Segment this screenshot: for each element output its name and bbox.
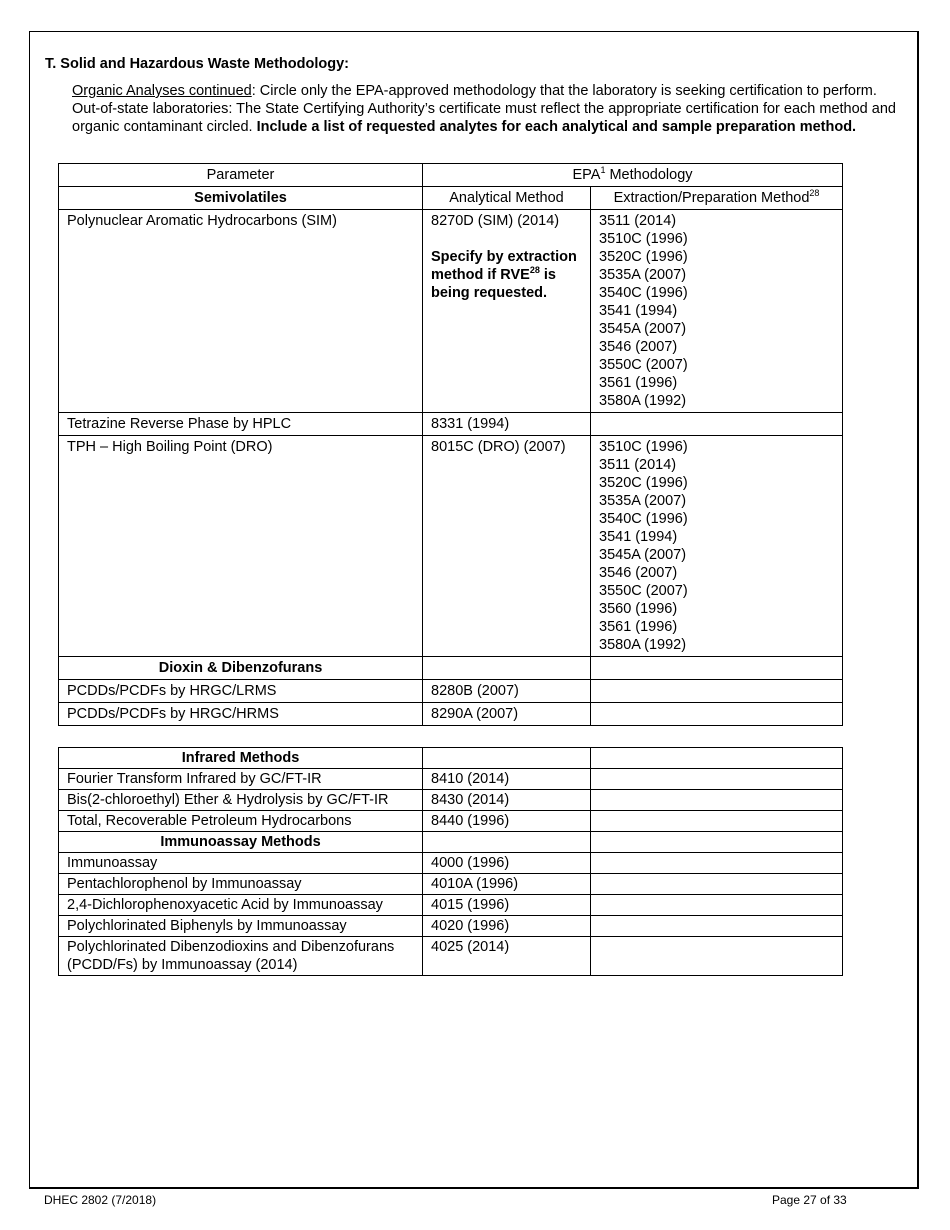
- table-row: [59, 874, 843, 895]
- method-cell[interactable]: 8430 (2014): [423, 790, 591, 811]
- table-row: [59, 811, 843, 832]
- extraction-cell: [591, 413, 843, 436]
- parameter-cell: Polychlorinated Dibenzodioxins and Dibenzofurans (PCDD/Fs) by Immunoassay (2014): [59, 937, 423, 976]
- table-row: [59, 436, 843, 657]
- extraction-cell: [591, 769, 843, 790]
- parameter-cell: Bis(2-chloroethyl) Ether & Hydrolysis by GC/FT-IR: [59, 790, 423, 811]
- parameter-cell: Pentachlorophenol by Immunoassay: [59, 874, 423, 895]
- parameter-cell: Immunoassay: [59, 853, 423, 874]
- parameter-header: Parameter: [59, 164, 423, 187]
- table-row: [59, 790, 843, 811]
- method-cell[interactable]: 8280B (2007): [423, 680, 591, 703]
- extraction-method[interactable]: 3540C (1996): [599, 511, 688, 527]
- parameter-cell: Tetrazine Reverse Phase by HPLC: [59, 413, 423, 436]
- parameter-cell: PCDDs/PCDFs by HRGC/LRMS: [59, 680, 423, 703]
- extraction-method[interactable]: 3545A (2007): [599, 547, 687, 563]
- table-row: [59, 937, 843, 976]
- extraction-cell: [591, 895, 843, 916]
- method-value: 8270D (SIM) (2014): [431, 213, 560, 229]
- parameter-cell: Total, Recoverable Petroleum Hydrocarbons: [59, 811, 423, 832]
- group-header-row: [59, 748, 843, 769]
- extraction-method[interactable]: 3520C (1996): [599, 249, 688, 265]
- table-row: [59, 853, 843, 874]
- infrared-heading: Infrared Methods: [59, 748, 423, 769]
- extraction-cell: [591, 874, 843, 895]
- extraction-method[interactable]: 3550C (2007): [599, 357, 688, 373]
- extraction-method[interactable]: 3545A (2007): [599, 321, 687, 337]
- extraction-method[interactable]: 3541 (1994): [599, 303, 678, 319]
- dioxin-heading: Dioxin & Dibenzofurans: [59, 657, 423, 680]
- method-cell[interactable]: 4020 (1996): [423, 916, 591, 937]
- extraction-method[interactable]: 3546 (2007): [599, 339, 678, 355]
- extraction-method[interactable]: 3541 (1994): [599, 529, 678, 545]
- analytical-method-header: Analytical Method: [423, 187, 591, 210]
- extraction-method[interactable]: 3561 (1996): [599, 619, 678, 635]
- extraction-method[interactable]: 3580A (1992): [599, 637, 687, 653]
- table-row: [59, 916, 843, 937]
- parameter-cell: Fourier Transform Infrared by GC/FT-IR: [59, 769, 423, 790]
- table-row: [59, 210, 843, 413]
- table-row: [59, 413, 843, 436]
- method-cell[interactable]: 8290A (2007): [423, 703, 591, 726]
- method-cell[interactable]: 8440 (1996): [423, 811, 591, 832]
- semivolatiles-heading: Semivolatiles: [59, 187, 423, 210]
- parameter-cell: PCDDs/PCDFs by HRGC/HRMS: [59, 703, 423, 726]
- immunoassay-heading: Immunoassay Methods: [59, 832, 423, 853]
- intro-lead: Organic Analyses continued: [72, 83, 252, 99]
- method-cell[interactable]: 4010A (1996): [423, 874, 591, 895]
- extraction-method[interactable]: 3550C (2007): [599, 583, 688, 599]
- method-cell[interactable]: 4015 (1996): [423, 895, 591, 916]
- extraction-method[interactable]: 3511 (2014): [599, 213, 677, 229]
- method-cell: [423, 748, 591, 769]
- method-cell: [423, 832, 591, 853]
- extraction-method[interactable]: 3546 (2007): [599, 565, 678, 581]
- extraction-cell: [591, 811, 843, 832]
- extraction-method[interactable]: 3580A (1992): [599, 393, 687, 409]
- extraction-method[interactable]: 3560 (1996): [599, 601, 678, 617]
- method-cell[interactable]: 8331 (1994): [423, 413, 591, 436]
- extraction-cell: [591, 937, 843, 976]
- group-header-row: [59, 832, 843, 853]
- table-header-row: [59, 164, 843, 187]
- intro-bold-text: Include a list of requested analytes for each analytical and sample preparation method.: [256, 119, 857, 135]
- form-number: DHEC 2802 (7/2018): [44, 1193, 157, 1207]
- infrared-immunoassay-table: [58, 747, 843, 976]
- extraction-cell: [591, 853, 843, 874]
- extraction-method[interactable]: 3535A (2007): [599, 493, 687, 509]
- table-row: [59, 680, 843, 703]
- method-cell[interactable]: 4000 (1996): [423, 853, 591, 874]
- method-cell[interactable]: [423, 210, 591, 413]
- method-cell[interactable]: 8410 (2014): [423, 769, 591, 790]
- extraction-cell: [591, 790, 843, 811]
- extraction-method[interactable]: 3561 (1996): [599, 375, 678, 391]
- section-title: T. Solid and Hazardous Waste Methodology:: [45, 56, 349, 72]
- extraction-method[interactable]: 3510C (1996): [599, 439, 688, 455]
- extraction-cell: [591, 916, 843, 937]
- intro-text: : Circle only the EPA-approved methodology that the laboratory is seeking certification to perform. Out-of-state laboratories: The State Certifying Authority’s certificate must reflect the appropriate certification for each method and organic contaminant circled.: [72, 83, 896, 135]
- extraction-method[interactable]: 3540C (1996): [599, 285, 688, 301]
- extraction-cell: [591, 680, 843, 703]
- extraction-method[interactable]: 3510C (1996): [599, 231, 688, 247]
- page-number: Page 27 of 33: [772, 1193, 847, 1207]
- method-cell[interactable]: 8015C (DRO) (2007): [423, 436, 591, 657]
- intro-paragraph: [72, 82, 902, 136]
- extraction-cell: [591, 832, 843, 853]
- extraction-cell: [591, 657, 843, 680]
- extraction-cell: [591, 436, 843, 657]
- extraction-cell: [591, 210, 843, 413]
- rve-note: Specify by extraction method if RVE$^{28}$ is being requested.: [431, 249, 577, 301]
- method-cell[interactable]: 4025 (2014): [423, 937, 591, 976]
- extraction-method-header: Extraction/Preparation Method$^{28}$: [591, 187, 843, 210]
- parameter-cell: TPH – High Boiling Point (DRO): [59, 436, 423, 657]
- extraction-method[interactable]: 3535A (2007): [599, 267, 687, 283]
- extraction-cell: [591, 703, 843, 726]
- semivolatiles-table: [58, 163, 843, 726]
- epa-methodology-header: EPA$^1$ Methodology: [423, 164, 843, 187]
- method-cell: [423, 657, 591, 680]
- parameter-cell: Polynuclear Aromatic Hydrocarbons (SIM): [59, 210, 423, 413]
- table-subheader-row: [59, 187, 843, 210]
- table-row: [59, 769, 843, 790]
- extraction-method[interactable]: 3520C (1996): [599, 475, 688, 491]
- parameter-cell: Polychlorinated Biphenyls by Immunoassay: [59, 916, 423, 937]
- group-header-row: [59, 657, 843, 680]
- extraction-method[interactable]: 3511 (2014): [599, 457, 677, 473]
- table-row: [59, 703, 843, 726]
- parameter-cell: 2,4-Dichlorophenoxyacetic Acid by Immunoassay: [59, 895, 423, 916]
- extraction-cell: [591, 748, 843, 769]
- table-row: [59, 895, 843, 916]
